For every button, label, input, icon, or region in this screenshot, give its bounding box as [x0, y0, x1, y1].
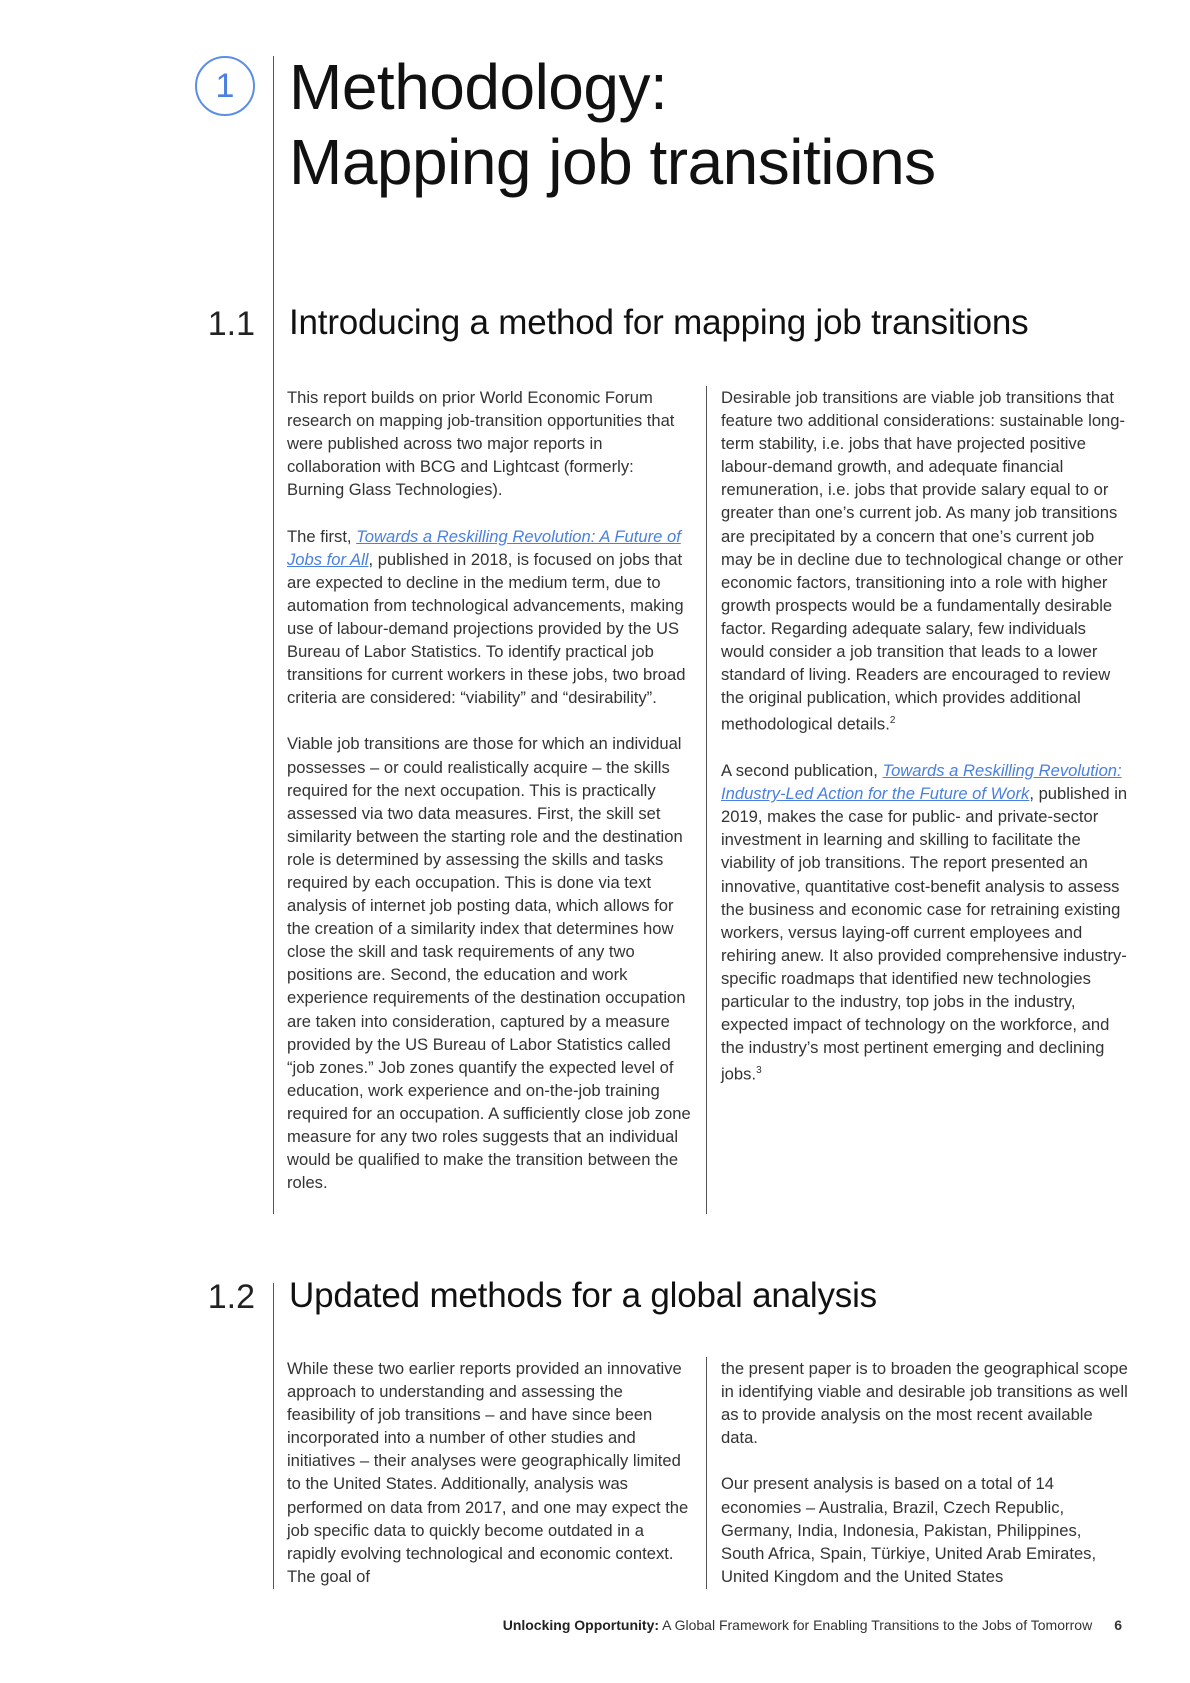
footer-report-title: Unlocking Opportunity:: [502, 1617, 660, 1633]
section1-column-left: [287, 386, 695, 1194]
paragraph: Our present analysis is based on a total of 14 economies – Australia, Brazil, Czech Republic, Germany, India, Indonesia, Pakistan, Philippines, South Africa, Spain, Türkiye, United Arab Emirates, United Kingdom and the United States: [721, 1474, 1097, 1586]
chapter-number-badge: [195, 56, 255, 116]
page-number: 6: [1114, 1617, 1122, 1633]
section-divider: [273, 1283, 274, 1589]
section-number: 1.1: [207, 305, 255, 343]
chapter-number: 1: [215, 66, 235, 105]
column-divider: [706, 386, 707, 1214]
footnote-ref[interactable]: 2: [889, 715, 896, 727]
section2-column-right: [721, 1357, 1129, 1588]
report-link-2018[interactable]: Towards a Reskilling Revolution: A Future of Jobs for All: [287, 526, 681, 569]
paragraph: This report builds on prior World Economic Forum research on mapping job-transition opportunities that were published across two major reports in collaboration with BCG and Lightcast (formerly: Burning Glass Technologies).: [287, 388, 675, 500]
paragraph: While these two earlier reports provided an innovative approach to understanding and assessing the feasibility of job transitions – and have since been incorporated into a number of other studies and initiatives – their analyses were geographically limited to the United States. Additionally, analysis was performed on data from 2017, and one may expect the job specific data to quickly become outdated in a rapidly evolving technological and economic context. The goal of: [287, 1359, 689, 1586]
paragraph: the present paper is to broaden the geographical scope in identifying viable and desirable job transitions as well as to provide analysis on the most recent available data.: [721, 1359, 1128, 1448]
chapter-title: [289, 50, 936, 200]
section-title: Introducing a method for mapping job transitions: [289, 303, 1029, 342]
footer-report-subtitle: A Global Framework for Enabling Transitions to the Jobs of Tomorrow: [659, 1617, 1093, 1633]
report-link-2019[interactable]: Towards a Reskilling Revolution: Industry-Led Action for the Future of Work: [721, 761, 1122, 804]
paragraph: The first, Towards a Reskilling Revolution: A Future of Jobs for All, published in 2018, is focused on jobs that are expected to decline in the medium term, due to automation from technological advancements, making use of labour-demand projections provided by the US Bureau of Labor Statistics. To identify practical job transitions for current workers in these jobs, two broad criteria are considered: “viability” and “desirability”.: [287, 526, 686, 708]
section-number: 1.2: [207, 1278, 255, 1316]
page-footer: [503, 1617, 1122, 1633]
section1-column-right: [721, 386, 1129, 1086]
paragraph: A second publication, Towards a Reskilling Revolution: Industry-Led Action for the Future of Work, published in 2019, makes the case for public- and private-sector investment in learning and skilling to facilitate the viability of job transitions. The report presented an innovative, quantitative cost-benefit analysis to assess the business and economic case for retraining existing workers, versus laying-off current employees and rehiring anew. It also provided comprehensive industry-specific roadmaps that identified new technologies particular to the industry, top jobs in the industry, expected impact of technology on the workforce, and the industry’s most pertinent emerging and declining jobs.$^3$: [721, 761, 1128, 1084]
chapter-title-line2: Mapping job transitions: [289, 126, 936, 198]
chapter-title-line1: Methodology:: [289, 51, 668, 123]
section-title: Updated methods for a global analysis: [289, 1276, 877, 1315]
chapter-divider: [273, 56, 274, 1214]
footnote-ref[interactable]: 3: [756, 1065, 762, 1077]
paragraph: Desirable job transitions are viable job transitions that feature two additional considerations: sustainable long-term stability, i.e. jobs that have projected positive labour-demand growth, and adequate financial remuneration, i.e. jobs that provide salary equal to or greater than one’s current job. As many job transitions are precipitated by a concern that one’s current job may be in decline due to technological change or other economic factors, transitioning into a role with higher growth prospects would be a fundamentally desirable factor. Regarding adequate salary, few individuals would consider a job transition that leads to a lower standard of living. Readers are encouraged to review the original publication, which provides additional methodological details.$^2$: [721, 388, 1126, 734]
column-divider: [706, 1357, 707, 1589]
paragraph: Viable job transitions are those for which an individual possesses – or could realistically acquire – the skills required for the next occupation. This is practically assessed via two data measures. First, the skill set similarity between the starting role and the destination role is determined by assessing the skills and tasks required by each occupation. This is done via text analysis of internet job posting data, which allows for the creation of a similarity index that determines how close the skill and task requirements of any two positions are. Second, the education and work experience requirements of the destination occupation are taken into consideration, captured by a measure provided by the US Bureau of Labor Statistics called “job zones.” Job zones quantify the expected level of education, work experience and on-the-job training required for an occupation. A sufficiently close job zone measure for any two roles suggests that an individual would be qualified to make the transition between the roles.: [287, 734, 691, 1193]
section2-column-left: [287, 1357, 695, 1588]
